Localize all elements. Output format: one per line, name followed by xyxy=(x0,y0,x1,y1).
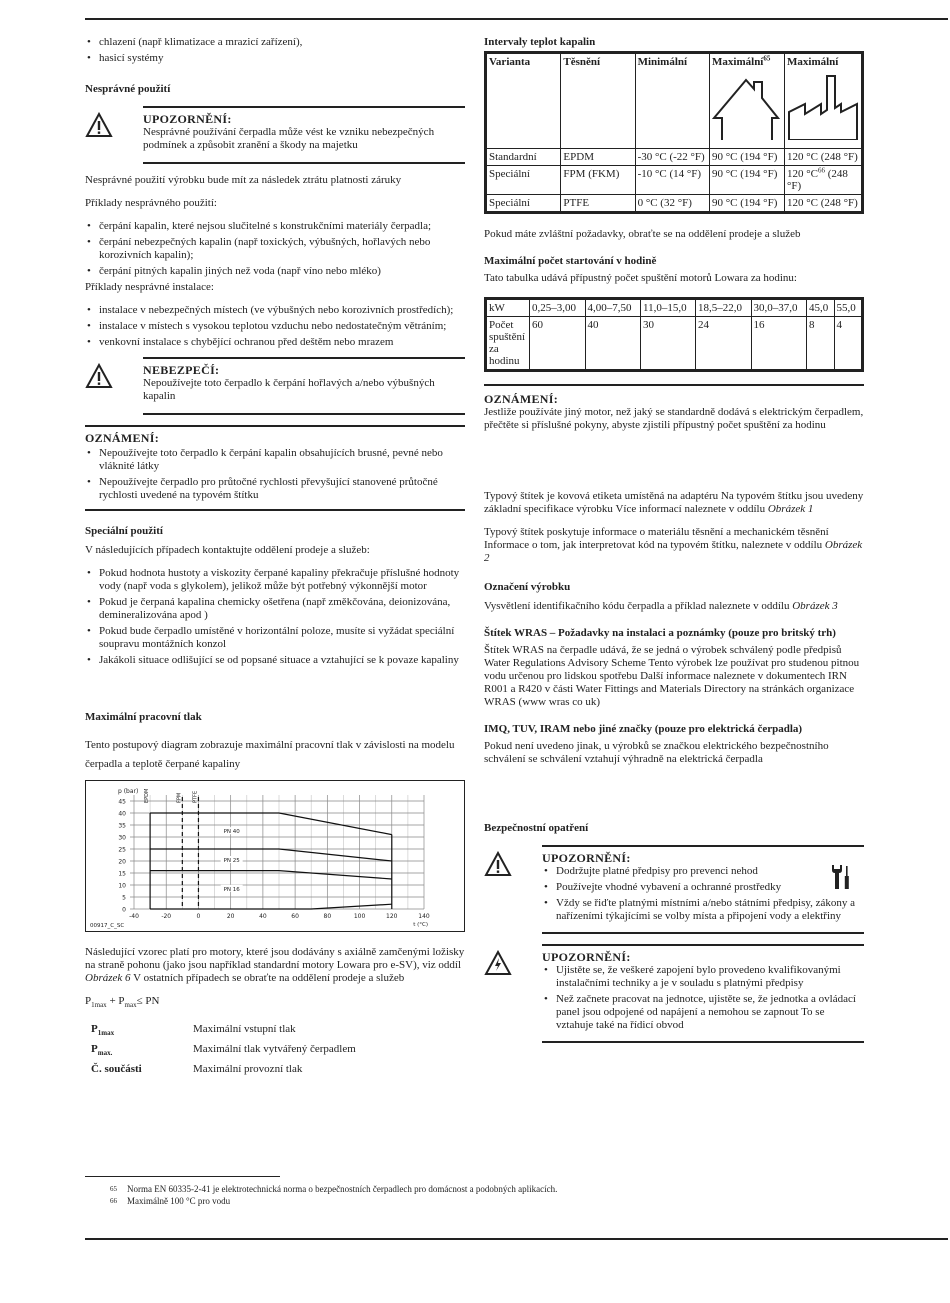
notice-text: Jestliže používáte jiný motor, než jaký se standardně dodává s elektrickým čerpadlem, přečtěte si příslušné pokyny, abyste zjistili přípustný počet spuštění za hodinu xyxy=(484,406,864,431)
footer-rule xyxy=(85,1238,948,1240)
formula-intro-text: Následující vzorec platí pro motory, které jsou dodávány s axiálně zamčenými ložisky na straně pohonu (jako jsou například standardní motory Lowara pro e-SV), viz oddíl xyxy=(85,946,465,971)
table-cell: 0,25–3,00 xyxy=(530,300,586,317)
formula-plus: + P xyxy=(106,995,125,1007)
header-text: Maximální xyxy=(712,56,764,68)
intro-list xyxy=(85,36,465,65)
table-cell: 4,00–7,50 xyxy=(585,300,641,317)
footnote-separator xyxy=(85,1176,280,1177)
table-row xyxy=(85,1040,465,1060)
table-cell: 8 xyxy=(807,317,834,370)
header-cell: Těsnění xyxy=(561,54,635,149)
row-label: kW xyxy=(487,300,530,317)
header-rule xyxy=(85,18,948,20)
notice-title: OZNÁMENÍ: xyxy=(484,392,559,406)
list-item: • Vždy se řiďte platnými místními a/nebo státními předpisy, zákony a nařízeními týkajícími se volby místa a připojení vody a elektřiny xyxy=(542,897,864,923)
safety-heading: Bezpečnostní opatření xyxy=(484,822,589,834)
table-row xyxy=(487,300,862,317)
legend-desc: Maximální provozní tlak xyxy=(193,1063,303,1075)
list-item: • hasicí systémy xyxy=(85,52,465,65)
x-axis-label: t (°C) xyxy=(413,922,428,928)
table-cell: -10 °C (14 °F) xyxy=(635,166,709,195)
examples-install-list xyxy=(85,304,465,349)
table-cell: 120 $^\circ C^{66}$ (248 °F) xyxy=(785,166,862,195)
special-intro: V následujících případech kontaktujte oddělení prodeje a služeb: xyxy=(85,544,370,556)
formula-intro-text-2: V ostatních případech se obraťte na oddělení prodeje a služeb xyxy=(130,972,405,984)
legend-desc: Maximální vstupní tlak xyxy=(193,1023,296,1035)
figure-reference: Obrázek 3 xyxy=(792,600,838,612)
series-line-base xyxy=(150,904,392,909)
list-item: • instalace v místech s vysokou teplotou vzduchu nebo nedostatečným větráním; xyxy=(85,320,465,333)
examples-use-label: Příklady nesprávného použití: xyxy=(85,197,217,209)
pressure-chart-svg xyxy=(86,781,464,931)
footnotes xyxy=(85,1176,785,1207)
notice-box xyxy=(85,425,465,511)
formula-rest: ≤ PN xyxy=(136,995,160,1007)
table-row xyxy=(487,149,862,166)
list-item: • Pokud je čerpaná kapalina chemicky ošetřena (např změkčována, deionizována, demineralizována apod ) xyxy=(85,596,465,622)
table-cell: 11,0–15,0 xyxy=(641,300,696,317)
footnote xyxy=(85,1183,785,1195)
header-cell xyxy=(785,54,862,149)
warranty-text: Nesprávné použití výrobku bude mít za následek ztrátu platnosti záruky xyxy=(85,174,402,186)
x-tick-label: 140 xyxy=(418,913,430,920)
starts-table xyxy=(486,299,862,370)
warning-triangle-icon xyxy=(484,845,542,934)
list-item: • Jakákoli situace odlišující se od popsané situace a vztahující se k povaze kapaliny xyxy=(85,654,465,667)
table-cell: Speciální xyxy=(487,195,561,212)
table-cell: 18,5–22,0 xyxy=(696,300,752,317)
y-tick-label: 20 xyxy=(118,858,126,866)
x-tick-label: 0 xyxy=(196,913,201,920)
warning-title: UPOZORNĚNÍ: xyxy=(143,112,232,126)
pressure-heading: Maximální pracovní tlak xyxy=(85,711,202,723)
table-cell: PTFE xyxy=(561,195,635,212)
table-cell: 24 xyxy=(696,317,752,370)
region-label: PN 16 xyxy=(223,886,240,893)
tools-icon xyxy=(831,864,851,894)
y-tick-label: 35 xyxy=(118,822,126,830)
figure-reference: Obrázek 2 xyxy=(484,539,863,564)
legend-symbol: $P_{max.}$ xyxy=(91,1043,113,1058)
imq-text: Pokud není uvedeno jinak, u výrobků se značkou elektrického bezpečnostního schválení se schválení vztahují výhradně na elektrická čerpadla xyxy=(484,740,829,765)
special-heading: Speciální použití xyxy=(85,525,163,537)
table-header-row xyxy=(487,54,862,149)
footnote-number: 65 xyxy=(110,1185,117,1193)
table-cell: -30 °C (-22 °F) xyxy=(635,149,709,166)
boundary-label: EPDM xyxy=(144,788,151,803)
table-cell: Standardní xyxy=(487,149,561,166)
formula-legend-table xyxy=(85,1020,465,1080)
formula-intro xyxy=(85,946,465,985)
table-cell: 90 °C (194 °F) xyxy=(710,149,785,166)
starts-intro: Tato tabulka udává přípustný počet spuštění motorů Lowara za hodinu: xyxy=(484,272,797,284)
footnote xyxy=(85,1195,785,1207)
list-item: • Než začnete pracovat na jednotce, ujistěte se, že jednotka a ovládací panel jsou odpojené od napájení a nemohou se zapnout To se vztahuje také na řídicí obvod xyxy=(542,993,864,1032)
wras-heading: Štítek WRAS – Požadavky na instalaci a poznámky (pouze pro britský trh) xyxy=(484,627,836,639)
y-tick-label: 30 xyxy=(118,834,126,842)
legend-desc: Maximální tlak vytvářený čerpadlem xyxy=(193,1043,356,1055)
list-item: • Používejte vhodné vybavení a ochranné prostředky xyxy=(542,881,864,894)
y-tick-label: 0 xyxy=(122,906,126,914)
examples-install-label: Příklady nesprávné instalace: xyxy=(85,281,214,293)
table-row xyxy=(85,1020,465,1040)
y-tick-label: 5 xyxy=(122,894,126,902)
warning-text: Nesprávné používání čerpadla může vést ke vzniku nebezpečných podmínek a způsobit zranění a škody na majetku xyxy=(143,126,435,151)
electric-hazard-icon xyxy=(484,944,542,1043)
plate-text-2: Typový štítek poskytuje informace o materiálu těsnění a mechanickém těsnění Informace o tom, jak interpretovat kód na typovém štítku, naleznete v oddílu Obrázek 2 xyxy=(484,526,863,564)
figure-reference: Obrázek 1 xyxy=(767,503,814,515)
table-cell: 120 °C (248 °F) xyxy=(785,195,862,212)
factory-icon xyxy=(787,70,859,143)
footnote-ref: 66 xyxy=(818,166,825,175)
header-cell xyxy=(710,54,785,149)
x-tick-label: 120 xyxy=(386,913,398,920)
examples-use-list xyxy=(85,220,465,278)
warning-triangle-icon xyxy=(85,357,143,415)
warning-triangle-icon xyxy=(85,106,143,164)
header-cell: Varianta xyxy=(487,54,561,149)
header-text: Maximální xyxy=(787,56,839,68)
right-column xyxy=(484,36,864,1053)
list-item: • čerpání pitných kapalin jiných než voda (např víno nebo mléko) xyxy=(85,265,465,278)
series-line-pn-16 xyxy=(150,871,392,879)
footnote-ref: 65 xyxy=(763,54,771,63)
series-line-pn-40 xyxy=(150,813,392,835)
footnote-number: 66 xyxy=(110,1197,117,1205)
y-tick-label: 45 xyxy=(118,798,126,806)
y-axis-label: p (bar) xyxy=(118,788,139,795)
danger-text: Nepoužívejte toto čerpadlo k čerpání hořlavých a/nebo výbušných kapalin xyxy=(143,377,435,402)
list-item: • Ujistěte se, že veškeré zapojení bylo provedeno kvalifikovanými instalačními techniky a je v souladu s platnými předpisy xyxy=(542,964,864,990)
list-item: • Pokud hodnota hustoty a viskozity čerpané kapaliny překračuje příslušné hodnoty vody (např voda s glykolem), jelikož může být potřebný výkonnější motor xyxy=(85,567,465,593)
y-tick-label: 40 xyxy=(118,810,126,818)
figure-code: 00917_C_SC xyxy=(90,923,125,929)
starts-notice xyxy=(484,384,864,436)
list-item: • Nepoužívejte čerpadlo pro průtočné rychlosti převyšující stanovené průtočné rychlosti uvedené na typovém štítku xyxy=(85,476,465,502)
footnote-text: Norma EN 60335-2-41 je elektrotechnická norma o bezpečnostních čerpadlech pro domácnost a podobných aplikacích. xyxy=(127,1184,558,1194)
boundary-label: FPM xyxy=(176,792,183,803)
x-tick-label: 20 xyxy=(226,913,235,920)
table-cell: 60 xyxy=(530,317,586,370)
header-cell: Minimální xyxy=(635,54,709,149)
danger-notice xyxy=(85,357,465,415)
list-item: • čerpání kapalin, které nejsou slučitelné s konstrukčními materiály čerpadla; xyxy=(85,220,465,233)
list-item: • Pokud bude čerpadlo umístěné v horizontální poloze, musíte si vyžádat speciální soupravu montážních konzol xyxy=(85,625,465,651)
table-row xyxy=(487,317,862,370)
danger-title: NEBEZPEČÍ: xyxy=(143,363,220,377)
designation-heading: Označení výrobku xyxy=(484,581,571,593)
table-cell: 30 xyxy=(641,317,696,370)
left-column xyxy=(85,36,465,1080)
list-item: • Nepoužívejte toto čerpadlo k čerpání kapalin obsahujících brusné, pevné nebo vláknité látky xyxy=(85,447,465,473)
list-item: • instalace v nebezpečných místech (ve výbušných nebo korozivních prostředích); xyxy=(85,304,465,317)
legend-symbol: Č. součásti xyxy=(91,1063,142,1075)
table-row xyxy=(487,166,862,195)
starts-heading: Maximální počet startování v hodině xyxy=(484,255,657,267)
x-tick-label: -40 xyxy=(129,913,139,920)
notice-title: OZNÁMENÍ: xyxy=(85,431,160,445)
formula xyxy=(85,995,465,1008)
boundary-label: PTFE xyxy=(192,790,199,803)
formula-p2-sub: max xyxy=(124,1001,137,1010)
y-tick-label: 15 xyxy=(118,870,126,878)
table-cell: 16 xyxy=(751,317,807,370)
temp-table-wrapper xyxy=(484,51,864,214)
warning-title: UPOZORNĚNÍ: xyxy=(542,950,631,964)
x-tick-label: 100 xyxy=(353,913,366,920)
designation-text: Vysvětlení identifikačního kódu čerpadla a příklad naleznete v oddílu Obrázek 3 xyxy=(484,600,838,612)
footnote-text: Maximálně 100 °C pro vodu xyxy=(127,1196,231,1206)
special-list xyxy=(85,567,465,667)
formula-p1: P xyxy=(85,995,92,1007)
pressure-chart xyxy=(85,780,465,932)
table-cell: 120 °C (248 °F) xyxy=(785,149,862,166)
list-item: • venkovní instalace s chybějící ochranou před deštěm nebo mrazem xyxy=(85,336,465,349)
y-tick-label: 10 xyxy=(118,882,126,890)
table-cell: 55,0 xyxy=(834,300,862,317)
table-cell: 0 °C (32 °F) xyxy=(635,195,709,212)
x-tick-label: 60 xyxy=(291,913,299,920)
row-label: Počet spuštění za hodinu xyxy=(487,317,530,370)
table-cell: 30,0–37,0 xyxy=(751,300,807,317)
table-row xyxy=(487,195,862,212)
table-cell: EPDM xyxy=(561,149,635,166)
temp-table-note: Pokud máte zvláštní požadavky, obraťte se na oddělení prodeje a služeb xyxy=(484,228,801,240)
starts-table-wrapper xyxy=(484,297,864,372)
table-cell: FPM (FKM) xyxy=(561,166,635,195)
formula-p1-sub: 1max xyxy=(91,1001,107,1010)
series-line-pn-25 xyxy=(150,849,392,861)
table-cell: 45,0 xyxy=(807,300,834,317)
pressure-intro: Tento postupový diagram zobrazuje maximální pracovní tlak v závislosti na modelu čerpadla a teplotě čerpané kapaliny xyxy=(85,739,455,770)
temp-table-heading: Intervaly teplot kapalin xyxy=(484,36,596,48)
x-tick-label: -20 xyxy=(161,913,172,920)
y-tick-label: 25 xyxy=(118,846,126,854)
x-tick-label: 40 xyxy=(259,913,267,920)
plate-text-1: Typový štítek je kovová etiketa umístěná na adaptéru Na typovém štítku jsou uvedeny základní specifikace výrobku Více informací naleznete v oddílu Obrázek 1 xyxy=(484,490,864,515)
safety-warning-2 xyxy=(484,944,864,1043)
misuse-warning xyxy=(85,106,465,164)
x-tick-label: 80 xyxy=(323,913,332,920)
table-cell: 90 °C (194 °F) xyxy=(710,195,785,212)
table-row xyxy=(85,1060,465,1080)
table-cell: 4 xyxy=(834,317,862,370)
wras-text: Štítek WRAS na čerpadle udává, že se jedná o výrobek schválený podle předpisů Water Regulations Advisory Scheme Tento výrobek lze používat pro studenou pitnou vodu určenou pro lidskou spotřebu Další informace naleznete v dokumentech IRN R001 a R420 v části Water Fittings and Materials Directory na stránkách organizace WRAS (www wras co uk) xyxy=(484,644,860,708)
region-label: PN 25 xyxy=(223,858,240,864)
list-item: • Dodržujte platné předpisy pro prevenci nehod xyxy=(542,865,864,878)
imq-heading: IMQ, TUV, IRAM nebo jiné značky (pouze pro elektrická čerpadla) xyxy=(484,723,803,735)
house-icon xyxy=(712,70,782,143)
list-item: • čerpání nebezpečných kapalin (např toxických, výbušných, hořlavých nebo korozivních kapalin); xyxy=(85,236,465,262)
misuse-heading: Nesprávné použití xyxy=(85,83,171,95)
safety-warning-1 xyxy=(484,845,864,934)
temp-table xyxy=(486,53,862,212)
warning-title: UPOZORNĚNÍ: xyxy=(542,851,631,865)
region-label: PN 40 xyxy=(223,829,240,836)
figure-reference: Obrázek 6 xyxy=(85,972,131,984)
list-item: • chlazení (např klimatizace a mrazicí zařízení), xyxy=(85,36,465,49)
table-cell: 90 °C (194 °F) xyxy=(710,166,785,195)
legend-symbol: $P_{1max}$ xyxy=(91,1023,115,1038)
table-cell: Speciální xyxy=(487,166,561,195)
table-cell: 40 xyxy=(585,317,641,370)
